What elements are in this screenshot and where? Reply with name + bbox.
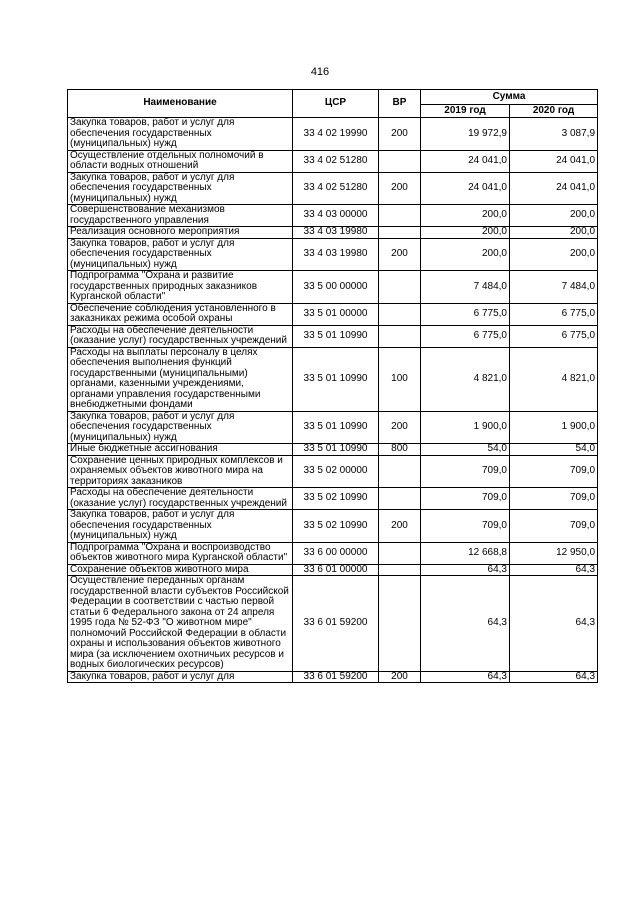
cell-2019: 200,0 [421,205,510,227]
cell-2020: 7 484,0 [510,271,598,304]
cell-2020: 64,3 [510,564,598,576]
cell-vr [379,150,421,172]
table-row [68,510,598,543]
cell-2019: 24 041,0 [421,150,510,172]
table-row [68,172,598,205]
cell-csr: 33 5 00 00000 [293,271,379,304]
header-2020: 2020 год [510,105,598,118]
table-row [68,227,598,239]
cell-2020: 24 041,0 [510,172,598,205]
cell-name: Закупка товаров, работ и услуг для обеспечения государственных (муниципальных) нужд [68,172,293,205]
cell-name: Закупка товаров, работ и услуг для обеспечения государственных (муниципальных) нужд [68,118,293,151]
cell-name: Обеспечение соблюдения установленного в заказниках режима особой охраны [68,303,293,325]
cell-2019: 709,0 [421,488,510,510]
cell-2020: 709,0 [510,510,598,543]
cell-2019: 709,0 [421,510,510,543]
cell-2020: 3 087,9 [510,118,598,151]
cell-vr: 200 [379,238,421,271]
cell-csr: 33 5 01 10990 [293,411,379,444]
cell-name: Подпрограмма "Охрана и воспроизводство объектов животного мира Курганской области" [68,542,293,564]
table-row [68,205,598,227]
cell-name: Сохранение ценных природных комплексов и охраняемых объектов животного мира на территориях заказников [68,455,293,488]
table-row [68,271,598,304]
cell-name: Реализация основного мероприятия [68,227,293,239]
cell-vr [379,564,421,576]
cell-name: Расходы на обеспечение деятельности (оказание услуг) государственных учреждений [68,325,293,347]
cell-2019: 64,3 [421,576,510,672]
cell-2020: 64,3 [510,671,598,683]
cell-2020: 64,3 [510,576,598,672]
cell-csr: 33 6 01 59200 [293,671,379,683]
cell-2020: 6 775,0 [510,303,598,325]
cell-csr: 33 4 02 51280 [293,150,379,172]
cell-vr: 200 [379,118,421,151]
cell-csr: 33 5 01 10990 [293,444,379,456]
cell-csr: 33 4 02 19990 [293,118,379,151]
cell-csr: 33 4 03 19980 [293,227,379,239]
budget-table [67,89,598,683]
header-sum: Сумма [421,90,598,105]
header-vr: ВР [379,90,421,118]
cell-name: Расходы на обеспечение деятельности (оказание услуг) государственных учреждений [68,488,293,510]
cell-name: Осуществление отдельных полномочий в области водных отношений [68,150,293,172]
table-row [68,455,598,488]
table-row [68,150,598,172]
cell-vr [379,227,421,239]
cell-name: Подпрограмма "Охрана и развитие государственных природных заказников Курганской области" [68,271,293,304]
cell-vr: 200 [379,411,421,444]
table-row [68,576,598,672]
cell-vr: 100 [379,347,421,411]
table-row [68,118,598,151]
cell-name: Закупка товаров, работ и услуг для обеспечения государственных (муниципальных) нужд [68,411,293,444]
page-number: 416 [310,66,330,78]
cell-name: Закупка товаров, работ и услуг для [68,671,293,683]
cell-csr: 33 5 02 10990 [293,510,379,543]
cell-2019: 1 900,0 [421,411,510,444]
cell-vr: 200 [379,671,421,683]
cell-vr: 200 [379,510,421,543]
cell-2019: 54,0 [421,444,510,456]
cell-vr [379,271,421,304]
cell-vr: 200 [379,172,421,205]
cell-vr [379,455,421,488]
cell-vr [379,576,421,672]
cell-2019: 4 821,0 [421,347,510,411]
cell-csr: 33 5 01 10990 [293,325,379,347]
cell-csr: 33 5 02 00000 [293,455,379,488]
cell-2019: 709,0 [421,455,510,488]
cell-2019: 64,3 [421,564,510,576]
cell-2020: 4 821,0 [510,347,598,411]
table-row [68,347,598,411]
cell-2020: 709,0 [510,455,598,488]
table-row [68,238,598,271]
cell-csr: 33 6 00 00000 [293,542,379,564]
table-row [68,671,598,683]
cell-name: Закупка товаров, работ и услуг для обеспечения государственных (муниципальных) нужд [68,510,293,543]
cell-2019: 200,0 [421,238,510,271]
cell-2020: 200,0 [510,205,598,227]
cell-2019: 200,0 [421,227,510,239]
header-csr: ЦСР [293,90,379,118]
table-row [68,564,598,576]
cell-csr: 33 5 01 00000 [293,303,379,325]
cell-vr [379,205,421,227]
cell-2020: 24 041,0 [510,150,598,172]
cell-name: Иные бюджетные ассигнования [68,444,293,456]
cell-2019: 19 972,9 [421,118,510,151]
cell-csr: 33 5 01 10990 [293,347,379,411]
cell-name: Расходы на выплаты персоналу в целях обеспечения выполнения функций государственными (муниципальными) органами, казенными учреждениями, органами управления государственными внебюджетными фондами [68,347,293,411]
cell-vr [379,325,421,347]
cell-name: Осуществление переданных органам государственной власти субъектов Российской Федерации в соответствии с частью первой статьи 6 Федерального закона от 24 апреля 1995 года № 52-ФЗ "О животном мире" полномочий Российской Федерации в области охраны и использования объектов животного мира (за исключением охотничьих ресурсов и водных биологических ресурсов) [68,576,293,672]
cell-csr: 33 5 02 10990 [293,488,379,510]
cell-2020: 200,0 [510,227,598,239]
table-row [68,411,598,444]
cell-vr [379,303,421,325]
cell-2020: 6 775,0 [510,325,598,347]
cell-name: Совершенствование механизмов государственного управления [68,205,293,227]
cell-csr: 33 4 03 19980 [293,238,379,271]
cell-csr: 33 6 01 00000 [293,564,379,576]
table-row [68,488,598,510]
cell-2019: 24 041,0 [421,172,510,205]
cell-vr [379,542,421,564]
table-row [68,325,598,347]
table-row [68,444,598,456]
cell-2019: 7 484,0 [421,271,510,304]
cell-vr [379,488,421,510]
cell-name: Сохранение объектов животного мира [68,564,293,576]
header-name: Наименование [68,90,293,118]
cell-2019: 6 775,0 [421,325,510,347]
cell-2020: 12 950,0 [510,542,598,564]
table-row [68,542,598,564]
header-2019: 2019 год [421,105,510,118]
cell-2019: 6 775,0 [421,303,510,325]
cell-2019: 12 668,8 [421,542,510,564]
cell-csr: 33 6 01 59200 [293,576,379,672]
cell-csr: 33 4 02 51280 [293,172,379,205]
cell-2020: 709,0 [510,488,598,510]
cell-2020: 54,0 [510,444,598,456]
table-row [68,303,598,325]
cell-2020: 1 900,0 [510,411,598,444]
cell-vr: 800 [379,444,421,456]
cell-name: Закупка товаров, работ и услуг для обеспечения государственных (муниципальных) нужд [68,238,293,271]
cell-2020: 200,0 [510,238,598,271]
cell-2019: 64,3 [421,671,510,683]
cell-csr: 33 4 03 00000 [293,205,379,227]
